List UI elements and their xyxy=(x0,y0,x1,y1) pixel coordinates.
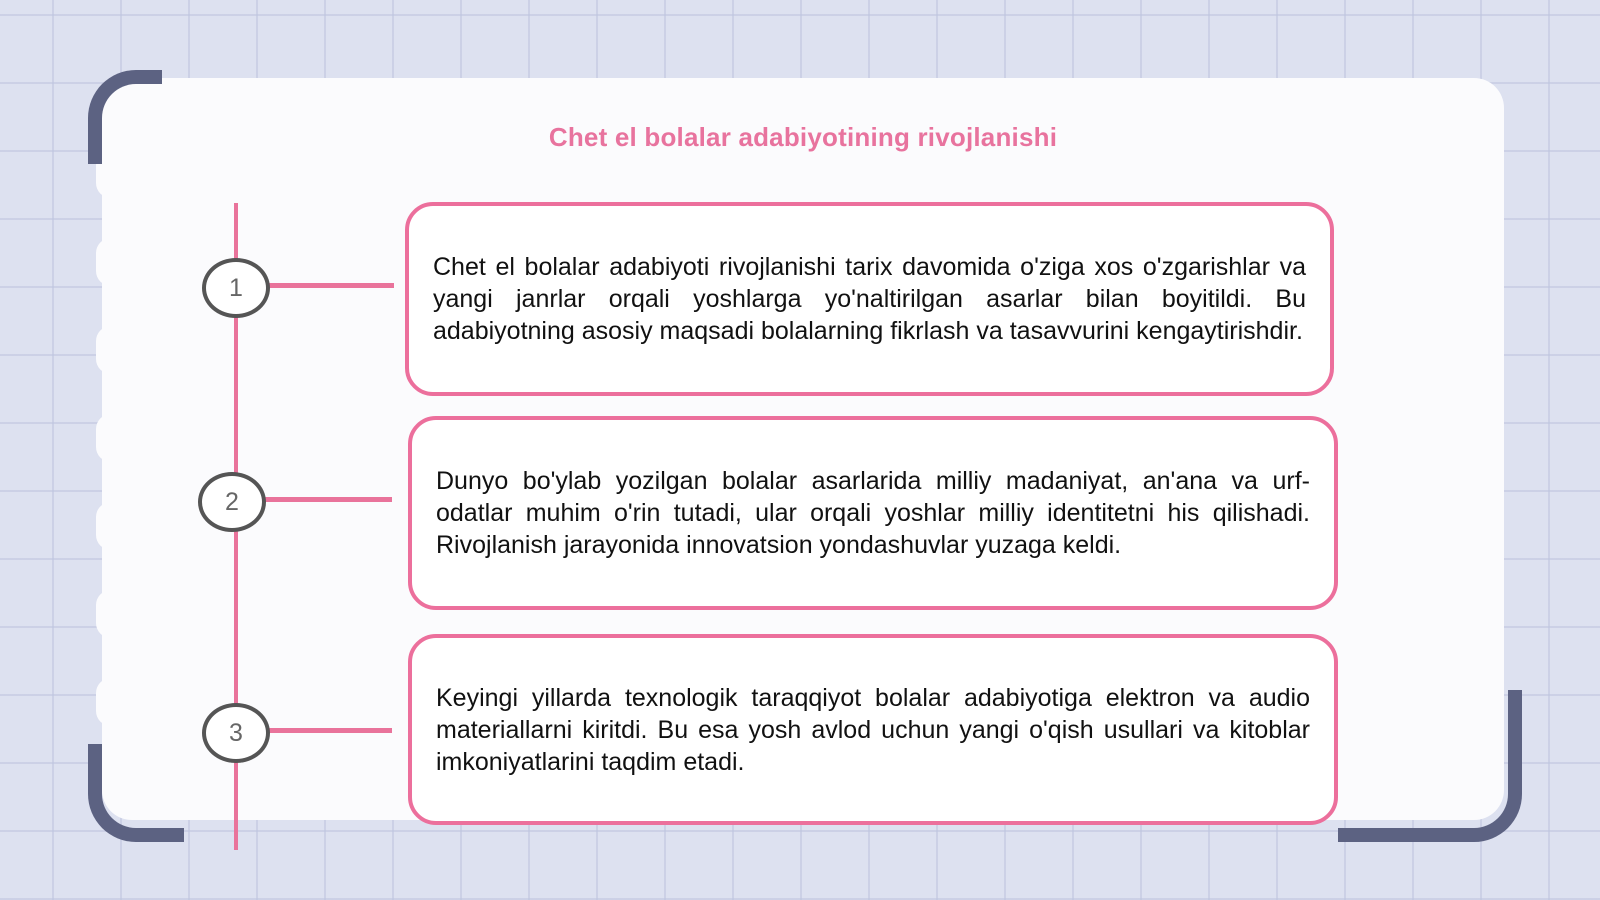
step-number-3: 3 xyxy=(202,703,270,763)
scallop-edge xyxy=(96,678,126,726)
frame-corner-bottom-right xyxy=(1338,690,1522,842)
content-text-3: Keyingi yillarda texnologik taraqqiyot bolalar adabiyotiga elektron va audio materiallarni kiritdi. Bu esa yosh avlod uchun yangi o'qish usullari va kitoblar imkoniyatlarini taqdim etadi. xyxy=(436,683,1310,776)
scallop-edge xyxy=(96,326,126,374)
timeline-connector xyxy=(262,497,392,502)
content-text-1: Chet el bolalar adabiyoti rivojlanishi tarix davomida o'ziga xos o'zgarishlar va yangi janrlar orqali yoshlarga yo'naltirilgan asarlar bilan boyitildi. Bu adabiyotning asosiy maqsadi bolalarning fikrlash va tasavvurini kengaytirishdir. xyxy=(433,253,1306,345)
scallop-edge xyxy=(96,238,126,286)
step-number-1: 1 xyxy=(202,258,270,318)
scallop-edge xyxy=(96,590,126,638)
scallop-edge xyxy=(96,502,126,550)
frame-corner-bottom-left xyxy=(88,744,184,842)
content-box-1 xyxy=(405,202,1334,396)
content-text-2: Dunyo bo'ylab yozilgan bolalar asarlarida milliy madaniyat, an'ana va urf-odatlar muhim o'rin tutadi, ular orqali yoshlar milliy identitetni his qilishadi. Rivojlanish jarayonida innovatsion yondashuvlar yuzaga keldi. xyxy=(436,467,1310,559)
step-number-2: 2 xyxy=(198,472,266,532)
slide-title: Chet el bolalar adabiyotining rivojlanishi xyxy=(548,122,1058,152)
timeline-connector xyxy=(266,728,392,733)
content-box-3 xyxy=(408,634,1338,825)
content-box-2 xyxy=(408,416,1338,610)
scallop-edge xyxy=(96,414,126,462)
timeline-connector xyxy=(266,283,394,288)
